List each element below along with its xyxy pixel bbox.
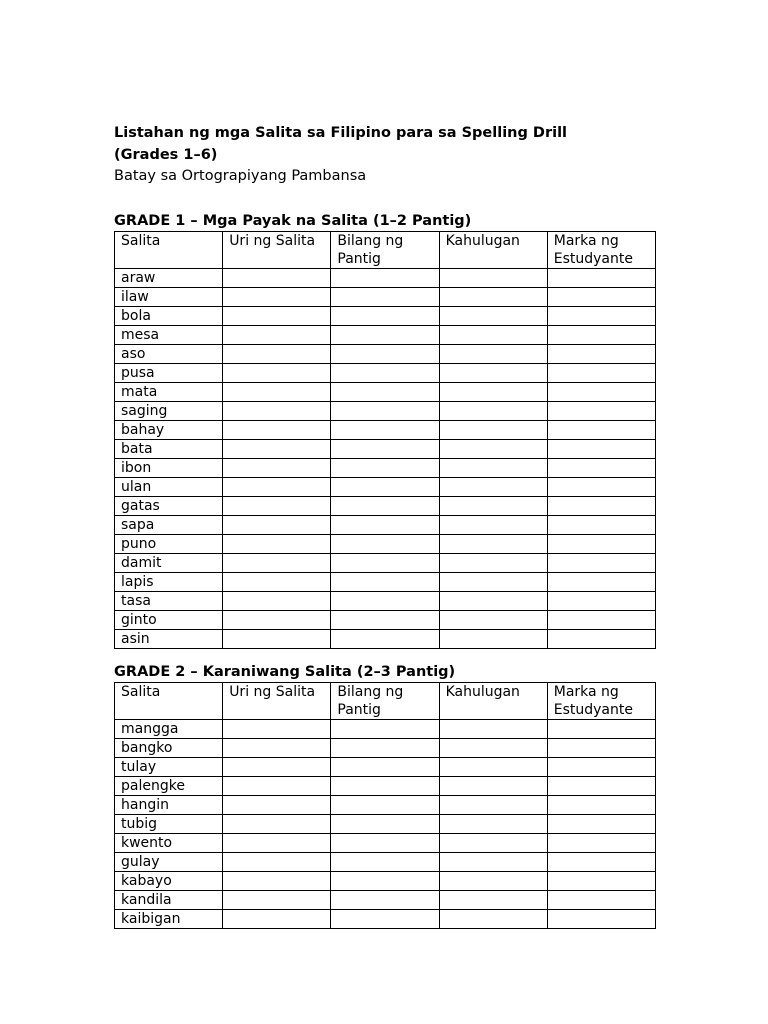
kahulugan-cell[interactable]: [439, 402, 547, 421]
kahulugan-cell[interactable]: [439, 815, 547, 834]
kahulugan-cell[interactable]: [439, 872, 547, 891]
uri-cell[interactable]: [223, 497, 331, 516]
kahulugan-cell[interactable]: [439, 459, 547, 478]
marka-cell[interactable]: [547, 326, 655, 345]
col-header-uri: Uri ng Salita: [223, 683, 331, 720]
table-header-row: [115, 232, 656, 269]
word-cell: mata: [115, 383, 223, 402]
table-row: [115, 326, 656, 345]
uri-cell[interactable]: [223, 459, 331, 478]
word-cell: puno: [115, 535, 223, 554]
table-row: [115, 910, 656, 929]
bilang-cell[interactable]: [331, 834, 439, 853]
table-row: [115, 815, 656, 834]
bilang-cell[interactable]: [331, 288, 439, 307]
bilang-cell[interactable]: [331, 853, 439, 872]
bilang-cell[interactable]: [331, 872, 439, 891]
word-cell: gulay: [115, 853, 223, 872]
table-row: [115, 345, 656, 364]
kahulugan-cell[interactable]: [439, 516, 547, 535]
table-row: [115, 777, 656, 796]
marka-cell[interactable]: [547, 872, 655, 891]
table-row: [115, 834, 656, 853]
marka-cell[interactable]: [547, 421, 655, 440]
marka-cell[interactable]: [547, 739, 655, 758]
marka-cell[interactable]: [547, 516, 655, 535]
word-cell: kaibigan: [115, 910, 223, 929]
bilang-cell[interactable]: [331, 421, 439, 440]
bilang-cell[interactable]: [331, 815, 439, 834]
table-row: [115, 383, 656, 402]
bilang-cell[interactable]: [331, 535, 439, 554]
word-cell: bahay: [115, 421, 223, 440]
kahulugan-cell[interactable]: [439, 796, 547, 815]
uri-cell[interactable]: [223, 573, 331, 592]
col-header-uri: Uri ng Salita: [223, 232, 331, 269]
word-cell: hangin: [115, 796, 223, 815]
bilang-cell[interactable]: [331, 796, 439, 815]
word-cell: tasa: [115, 592, 223, 611]
col-header-marka: Marka ng Estudyante: [547, 683, 655, 720]
table-row: [115, 307, 656, 326]
bilang-cell[interactable]: [331, 440, 439, 459]
table-row: [115, 872, 656, 891]
table-row: [115, 611, 656, 630]
bilang-cell[interactable]: [331, 611, 439, 630]
word-cell: palengke: [115, 777, 223, 796]
table-row: [115, 630, 656, 649]
uri-cell[interactable]: [223, 758, 331, 777]
document-title-line1: Listahan ng mga Salita sa Filipino para sa Spelling Drill: [114, 125, 568, 141]
marka-cell[interactable]: [547, 535, 655, 554]
marka-cell[interactable]: [547, 269, 655, 288]
bilang-cell[interactable]: [331, 459, 439, 478]
kahulugan-cell[interactable]: [439, 834, 547, 853]
table-row: [115, 796, 656, 815]
table-row: [115, 554, 656, 573]
uri-cell[interactable]: [223, 535, 331, 554]
kahulugan-cell[interactable]: [439, 535, 547, 554]
marka-cell[interactable]: [547, 383, 655, 402]
marka-cell[interactable]: [547, 440, 655, 459]
bilang-cell[interactable]: [331, 573, 439, 592]
bilang-cell[interactable]: [331, 720, 439, 739]
table-row: [115, 739, 656, 758]
marka-cell[interactable]: [547, 345, 655, 364]
marka-cell[interactable]: [547, 777, 655, 796]
word-cell: tulay: [115, 758, 223, 777]
word-cell: asin: [115, 630, 223, 649]
uri-cell[interactable]: [223, 440, 331, 459]
table-header-row: [115, 683, 656, 720]
table-row: [115, 364, 656, 383]
word-cell: sapa: [115, 516, 223, 535]
bilang-cell[interactable]: [331, 592, 439, 611]
marka-cell[interactable]: [547, 592, 655, 611]
marka-cell[interactable]: [547, 910, 655, 929]
bilang-cell[interactable]: [331, 345, 439, 364]
kahulugan-cell[interactable]: [439, 326, 547, 345]
word-cell: ibon: [115, 459, 223, 478]
uri-cell[interactable]: [223, 554, 331, 573]
uri-cell[interactable]: [223, 402, 331, 421]
table-row: [115, 421, 656, 440]
bilang-cell[interactable]: [331, 326, 439, 345]
marka-cell[interactable]: [547, 288, 655, 307]
word-cell: bata: [115, 440, 223, 459]
table-row: [115, 478, 656, 497]
kahulugan-cell[interactable]: [439, 573, 547, 592]
table-row: [115, 891, 656, 910]
table-row: [115, 853, 656, 872]
bilang-cell[interactable]: [331, 758, 439, 777]
table-row: [115, 573, 656, 592]
table-row: [115, 720, 656, 739]
bilang-cell[interactable]: [331, 516, 439, 535]
word-cell: bola: [115, 307, 223, 326]
kahulugan-cell[interactable]: [439, 383, 547, 402]
kahulugan-cell[interactable]: [439, 592, 547, 611]
document-title-line2: (Grades 1–6): [114, 147, 218, 163]
word-cell: ilaw: [115, 288, 223, 307]
col-header-kahulugan: Kahulugan: [439, 232, 547, 269]
word-cell: pusa: [115, 364, 223, 383]
word-cell: kandila: [115, 891, 223, 910]
uri-cell[interactable]: [223, 872, 331, 891]
bilang-cell[interactable]: [331, 364, 439, 383]
word-cell: aso: [115, 345, 223, 364]
col-header-marka: Marka ng Estudyante: [547, 232, 655, 269]
table-row: [115, 758, 656, 777]
bilang-cell[interactable]: [331, 497, 439, 516]
col-header-bilang: Bilang ng Pantig: [331, 683, 439, 720]
kahulugan-cell[interactable]: [439, 364, 547, 383]
marka-cell[interactable]: [547, 459, 655, 478]
word-cell: kabayo: [115, 872, 223, 891]
bilang-cell[interactable]: [331, 910, 439, 929]
word-cell: bangko: [115, 739, 223, 758]
uri-cell[interactable]: [223, 269, 331, 288]
word-cell: lapis: [115, 573, 223, 592]
kahulugan-cell[interactable]: [439, 910, 547, 929]
marka-cell[interactable]: [547, 796, 655, 815]
marka-cell[interactable]: [547, 478, 655, 497]
uri-cell[interactable]: [223, 383, 331, 402]
uri-cell[interactable]: [223, 345, 331, 364]
uri-cell[interactable]: [223, 815, 331, 834]
word-cell: kwento: [115, 834, 223, 853]
bilang-cell[interactable]: [331, 554, 439, 573]
document-subtitle: Batay sa Ortograpiyang Pambansa: [114, 168, 367, 184]
uri-cell[interactable]: [223, 630, 331, 649]
kahulugan-cell[interactable]: [439, 853, 547, 872]
marka-cell[interactable]: [547, 758, 655, 777]
kahulugan-cell[interactable]: [439, 421, 547, 440]
bilang-cell[interactable]: [331, 739, 439, 758]
table-row: [115, 269, 656, 288]
word-cell: mesa: [115, 326, 223, 345]
uri-cell[interactable]: [223, 611, 331, 630]
table-row: [115, 592, 656, 611]
table-row: [115, 497, 656, 516]
uri-cell[interactable]: [223, 516, 331, 535]
marka-cell[interactable]: [547, 364, 655, 383]
bilang-cell[interactable]: [331, 307, 439, 326]
table-row: [115, 288, 656, 307]
bilang-cell[interactable]: [331, 478, 439, 497]
uri-cell[interactable]: [223, 364, 331, 383]
bilang-cell[interactable]: [331, 891, 439, 910]
marka-cell[interactable]: [547, 611, 655, 630]
kahulugan-cell[interactable]: [439, 554, 547, 573]
bilang-cell[interactable]: [331, 402, 439, 421]
marka-cell[interactable]: [547, 402, 655, 421]
kahulugan-cell[interactable]: [439, 440, 547, 459]
grade2-heading: GRADE 2 – Karaniwang Salita (2–3 Pantig): [114, 664, 456, 680]
uri-cell[interactable]: [223, 288, 331, 307]
marka-cell[interactable]: [547, 554, 655, 573]
table-row: [115, 459, 656, 478]
grade1-table: [114, 231, 656, 649]
kahulugan-cell[interactable]: [439, 269, 547, 288]
uri-cell[interactable]: [223, 421, 331, 440]
word-cell: ginto: [115, 611, 223, 630]
word-cell: gatas: [115, 497, 223, 516]
marka-cell[interactable]: [547, 891, 655, 910]
uri-cell[interactable]: [223, 592, 331, 611]
uri-cell[interactable]: [223, 326, 331, 345]
table-row: [115, 516, 656, 535]
marka-cell[interactable]: [547, 834, 655, 853]
kahulugan-cell[interactable]: [439, 345, 547, 364]
marka-cell[interactable]: [547, 815, 655, 834]
marka-cell[interactable]: [547, 573, 655, 592]
kahulugan-cell[interactable]: [439, 739, 547, 758]
word-cell: tubig: [115, 815, 223, 834]
kahulugan-cell[interactable]: [439, 478, 547, 497]
word-cell: mangga: [115, 720, 223, 739]
uri-cell[interactable]: [223, 777, 331, 796]
word-cell: araw: [115, 269, 223, 288]
uri-cell[interactable]: [223, 891, 331, 910]
col-header-bilang: Bilang ng Pantig: [331, 232, 439, 269]
word-cell: saging: [115, 402, 223, 421]
kahulugan-cell[interactable]: [439, 630, 547, 649]
document-page: [114, 122, 659, 929]
bilang-cell[interactable]: [331, 777, 439, 796]
bilang-cell[interactable]: [331, 383, 439, 402]
word-cell: damit: [115, 554, 223, 573]
word-cell: ulan: [115, 478, 223, 497]
uri-cell[interactable]: [223, 739, 331, 758]
marka-cell[interactable]: [547, 720, 655, 739]
kahulugan-cell[interactable]: [439, 891, 547, 910]
kahulugan-cell[interactable]: [439, 777, 547, 796]
table-row: [115, 440, 656, 459]
marka-cell[interactable]: [547, 307, 655, 326]
kahulugan-cell[interactable]: [439, 611, 547, 630]
uri-cell[interactable]: [223, 910, 331, 929]
col-header-kahulugan: Kahulugan: [439, 683, 547, 720]
table-row: [115, 535, 656, 554]
marka-cell[interactable]: [547, 853, 655, 872]
uri-cell[interactable]: [223, 307, 331, 326]
kahulugan-cell[interactable]: [439, 307, 547, 326]
uri-cell[interactable]: [223, 720, 331, 739]
uri-cell[interactable]: [223, 853, 331, 872]
bilang-cell[interactable]: [331, 269, 439, 288]
uri-cell[interactable]: [223, 478, 331, 497]
bilang-cell[interactable]: [331, 630, 439, 649]
grade2-table: [114, 682, 656, 929]
kahulugan-cell[interactable]: [439, 720, 547, 739]
uri-cell[interactable]: [223, 796, 331, 815]
kahulugan-cell[interactable]: [439, 288, 547, 307]
kahulugan-cell[interactable]: [439, 758, 547, 777]
grade1-heading: GRADE 1 – Mga Payak na Salita (1–2 Pantig): [114, 213, 472, 229]
uri-cell[interactable]: [223, 834, 331, 853]
table-row: [115, 402, 656, 421]
col-header-salita: Salita: [115, 683, 223, 720]
marka-cell[interactable]: [547, 497, 655, 516]
marka-cell[interactable]: [547, 630, 655, 649]
kahulugan-cell[interactable]: [439, 497, 547, 516]
col-header-salita: Salita: [115, 232, 223, 269]
